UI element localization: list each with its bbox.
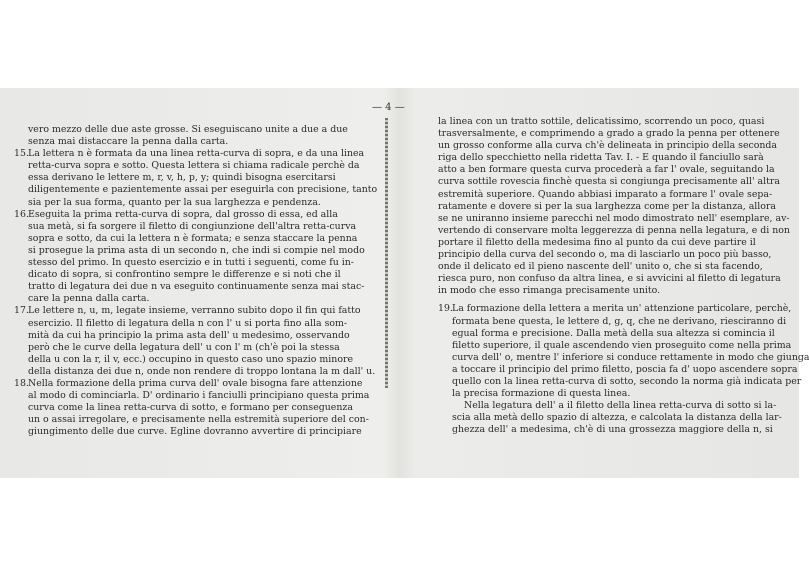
text-line: ratamente e dovere si per la sua larghezza come per la distanza, allora bbox=[438, 200, 777, 212]
text-line: dicato di sopra, si confrontino sempre le differenze e si noti che il bbox=[28, 269, 341, 281]
text-line: la linea con un tratto sottile, delicatissimo, scorrendo un poco, quasi bbox=[438, 116, 765, 127]
text-line: della distanza dei due n, onde non rendere di troppo lontana la m dall' u. bbox=[28, 365, 376, 377]
scanned-page-spread bbox=[0, 88, 809, 478]
column-divider-ornament bbox=[385, 118, 388, 388]
paragraph-number: 16. bbox=[14, 208, 29, 220]
text-line: ghezza dell' a medesima, ch'è di una grossezza maggiore della n, si bbox=[452, 424, 773, 436]
text-line: al modo di cominciarla. D' ordinario i fanciulli principiano questa prima bbox=[28, 390, 370, 402]
text-line: essa derivano le lettere m, r, v, h, p, y; quindi bisogna esercitarsi bbox=[28, 172, 336, 184]
text-line: curva sottile rovescia finchè questa si congiunga precisamente all' altra bbox=[438, 176, 780, 188]
text-line: quello con la linea retta-curva di sotto, secondo la norma già indicata per bbox=[452, 375, 802, 387]
top-margin bbox=[0, 0, 799, 88]
text-line: a toccare il principio del primo filetto, poscia fa d' uopo ascendere sopra bbox=[452, 363, 798, 375]
paragraph-number: 17. bbox=[14, 305, 29, 317]
text-line: Nella formazione della prima curva dell' ovale bisogna fare attenzione bbox=[28, 377, 363, 389]
text-line: vertendo di conservare molta leggerezza di penna nella legatura, e di non bbox=[438, 224, 790, 236]
text-line: giungimento delle due curve. Egline dovranno avvertire di principiare bbox=[28, 426, 362, 438]
paragraph-number: 18. bbox=[14, 377, 29, 389]
text-line: un o assai irregolare, e precisamente nella estremità superiore del con- bbox=[28, 414, 369, 426]
text-line: La lettera n è formata da una linea retta-curva di sopra, e da una linea bbox=[28, 148, 365, 160]
paragraph-17 bbox=[14, 305, 376, 378]
text-line: care la penna dalla carta. bbox=[28, 293, 150, 305]
text-line: della u con la r, il v, ecc.) occupino in questo caso uno spazio minore bbox=[28, 353, 353, 365]
text-line: riesca puro, non confuso da altra linea, e si avvicini al filetto di legatura bbox=[438, 273, 781, 285]
text-line: curva come la linea retta-curva di sotto, e formano per conseguenza bbox=[28, 402, 353, 414]
text-line: scia alla metà dello spazio di altezza, e calcolata la distanza della lar- bbox=[452, 412, 782, 424]
right-column bbox=[438, 116, 809, 436]
text-line: trasversalmente, e comprimendo a grado a grado la penna per ottenere bbox=[438, 128, 780, 140]
text-line: mità da cui ha principio la prima asta dell' u medesimo, osservando bbox=[28, 329, 350, 341]
text-line: curva dell' o, mentre l' inferiore si conduce rettamente in modo che giunga bbox=[452, 351, 809, 363]
text-line: però che le curve della legatura dell' u con l' m (ch'è poi la stessa bbox=[28, 341, 340, 353]
text-line: filetto superiore, il quale ascendendo vien proseguito come nella prima bbox=[452, 339, 792, 351]
text-line: senza mai distaccare la penna dalla carta. bbox=[28, 136, 229, 148]
text-line: estremità superiore. Quando abbiasi imparato a formare l' ovale sepa- bbox=[438, 188, 773, 200]
paragraph-number: 19. bbox=[438, 303, 453, 315]
text-line: riga dello specchietto nella ridetta Tav. I. - E quando il fanciullo sarà bbox=[438, 152, 764, 164]
text-line: Nella legatura dell' a il filetto della linea retta-curva di sotto si la- bbox=[464, 400, 777, 412]
text-line: portare il filetto della medesima fino al punto da cui deve partire il bbox=[438, 236, 756, 248]
text-line: sopra e sotto, da cui la lettera n è formata; e senza staccare la penna bbox=[28, 232, 358, 244]
text-line: si prosegue la prima asta di un secondo n, che indi si compie nel modo bbox=[28, 244, 365, 256]
text-line: in modo che esso rimanga precisamente unito. bbox=[438, 285, 661, 297]
text-line: tratto di legatura dei due n va eseguito continuamente senza mai stac- bbox=[28, 281, 365, 293]
text-line: Eseguita la prima retta-curva di sopra, dal grosso di essa, ed alla bbox=[28, 208, 338, 220]
paragraph-number: 15. bbox=[14, 148, 29, 160]
paragraph-19 bbox=[438, 303, 809, 400]
text-line: principio della curva del secondo o, ma di lasciarlo un poco più basso, bbox=[438, 249, 772, 261]
paragraph-16 bbox=[14, 209, 376, 306]
text-line: atto a ben formare questa curva procederà a far l' ovale, seguitando la bbox=[438, 164, 775, 176]
text-line: esercizio. Il filetto di legatura della n con l' u si porta fino alla som- bbox=[28, 317, 348, 329]
text-line: vero mezzo delle due aste grosse. Si eseguiscano unite a due a due bbox=[28, 124, 348, 135]
text-line: sia per la sua forma, quanto per la sua larghezza e pendenza. bbox=[28, 196, 321, 208]
text-line: La formazione della lettera a merita un' attenzione particolare, perchè, bbox=[452, 303, 792, 315]
text-line: se ne uniranno insieme parecchi nel modo dimostrato nell' esemplare, av- bbox=[438, 212, 790, 224]
text-line: egual forma e precisione. Dalla metà della sua altezza si comincia il bbox=[452, 327, 775, 339]
left-column bbox=[14, 124, 376, 438]
page-number-marker: — 4 — bbox=[372, 102, 405, 113]
text-line: stesso del primo. In questo esercizio e in tutti i seguenti, come fu in- bbox=[28, 257, 354, 269]
text-line: diligentemente e pazientemente assai per eseguirla con precisione, tanto bbox=[28, 184, 378, 196]
text-line: un grosso conforme alla curva ch'è delineata in principio della seconda bbox=[438, 140, 778, 152]
paragraph-18 bbox=[14, 378, 376, 438]
text-line: sua metà, si fa sorgere il filetto di congiunzione dell'altra retta-curva bbox=[28, 220, 357, 232]
paragraph-15 bbox=[14, 148, 376, 208]
text-line: retta-curva sopra e sotto. Questa lettera si chiama radicale perchè da bbox=[28, 160, 360, 172]
text-line: Le lettere n, u, m, legate insieme, verranno subito dopo il fin qui fatto bbox=[28, 305, 361, 317]
bottom-margin bbox=[0, 478, 799, 565]
text-line: la precisa formazione di questa linea. bbox=[452, 388, 631, 400]
text-line: onde il delicato ed il pieno nascente dell' unito o, che si sta facendo, bbox=[438, 261, 763, 273]
text-line: formata bene questa, le lettere d, g, q, che ne derivano, riesciranno di bbox=[452, 315, 787, 327]
